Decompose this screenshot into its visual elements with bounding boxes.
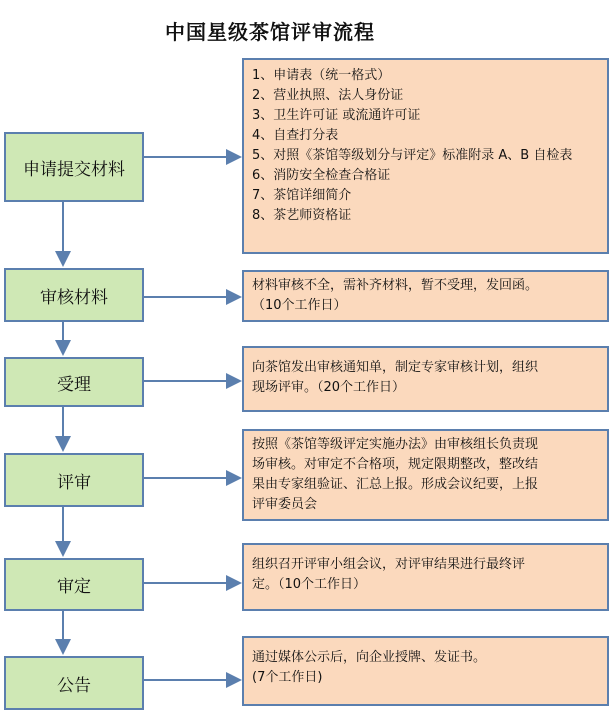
note-line: 4、自查打分表	[252, 128, 339, 143]
note-line: 1、申请表（统一格式）	[252, 68, 391, 83]
note-line: 3、卫生许可证 或流通许可证	[252, 108, 421, 123]
note-line: 5、对照《茶馆等级划分与评定》标准附录 A、B 自检表	[252, 148, 573, 163]
step-evaluate: 评审	[4, 453, 144, 507]
note-line: 7、茶馆详细简介	[252, 188, 352, 203]
note-line: 果由专家组验证、汇总上报。形成会议纪要，上报	[252, 477, 539, 492]
diagram-title: 中国星级茶馆评审流程	[165, 20, 375, 44]
step-accept: 受理	[4, 357, 144, 407]
note-apply-materials	[242, 58, 609, 254]
step-announce: 公告	[4, 656, 144, 710]
note-line: 6、消防安全检查合格证	[252, 168, 391, 183]
note-line: 2、营业执照、法人身份证	[252, 88, 404, 103]
note-line: 按照《茶馆等级评定实施办法》由审核组长负责现	[252, 437, 539, 452]
note-line: 向茶馆发出审核通知单，制定专家审核计划，组织	[252, 360, 539, 375]
note-line: 通过媒体公示后，向企业授牌、发证书。	[252, 650, 487, 665]
note-line: (7个工作日)	[252, 670, 323, 685]
note-line: 材料审核不全，需补齐材料，暂不受理，发回函。	[252, 278, 539, 293]
note-accept	[242, 346, 609, 412]
note-evaluate	[242, 429, 609, 521]
note-approve	[242, 543, 609, 611]
note-line: 评审委员会	[252, 497, 318, 512]
note-announce	[242, 636, 609, 706]
note-line: 定。（10个工作日）	[252, 577, 367, 592]
step-approve: 审定	[4, 558, 144, 611]
step-apply: 申请提交材料	[4, 132, 144, 202]
note-line: 8、茶艺师资格证	[252, 208, 352, 223]
note-line: 组织召开评审小组会议，对评审结果进行最终评	[252, 557, 526, 572]
note-review	[242, 270, 609, 322]
note-line: 现场评审。（20个工作日）	[252, 380, 406, 395]
note-line: （10个工作日）	[252, 298, 347, 313]
note-line: 场审核。对审定不合格项，规定限期整改，整改结	[252, 457, 539, 472]
step-review: 审核材料	[4, 268, 144, 322]
